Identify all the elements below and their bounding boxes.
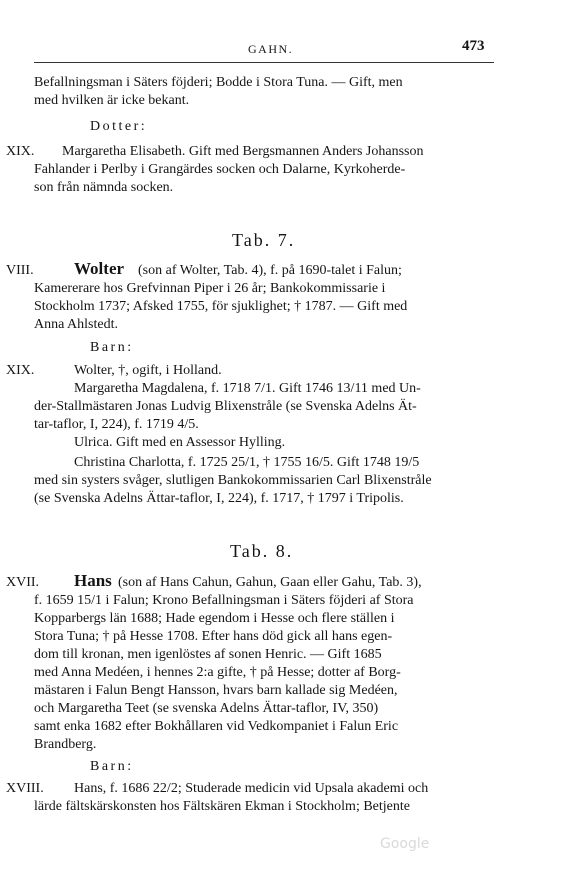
text-line: Margaretha Elisabeth. Gift med Bergsmannen Anders Johansson [62,144,424,159]
text-line: Wolter, †, ogift, i Holland. [74,363,222,378]
generation-number: VIII. [6,263,34,278]
google-watermark: Google [380,836,430,852]
text-line: tar-taflor, I, 224), f. 1719 4/5. [34,417,199,432]
text-line: Anna Ahlstedt. [34,317,118,332]
text-line: (se Svenska Adelns Ättar-taflor, I, 224), f. 1717, † 1797 i Tripolis. [34,491,404,506]
text-line: Ulrica. Gift med en Assessor Hylling. [74,435,286,450]
generation-number: XIX. [6,363,35,378]
text-line: samt enka 1682 efter Bokhållaren vid Vedkompaniet i Falun Eric [34,719,399,734]
text-line: Christina Charlotta, f. 1725 25/1, † 1755 16/5. Gift 1748 19/5 [74,455,420,470]
text-line: son från nämnda socken. [34,180,174,195]
text-line: med sin systers svåger, slutligen Bankokommissarien Carl Blixenstråle [34,473,432,488]
text-line: (son af Hans Cahun, Gahun, Gaan eller Gahu, Tab. 3), [118,575,422,590]
text-line: Stockholm 1737; Afsked 1755, för sjuklighet; † 1787. — Gift med [34,299,408,314]
text-line: och Margaretha Teet (se svenska Adelns Ättar-taflor, IV, 350) [34,701,379,716]
text-line: mästaren i Falun Bengt Hansson, hvars barn kallade sig Medéen, [34,683,398,698]
text-line: (son af Wolter, Tab. 4), f. på 1690-talet i Falun; [138,263,402,278]
text-line: Stora Tuna; † på Hesse 1708. Efter hans död gick all hans egen- [34,629,393,644]
header-rule [34,62,494,63]
text-line: Befallningsman i Säters föjderi; Bodde i Stora Tuna. — Gift, men [34,75,403,90]
text-line: Hans, f. 1686 22/2; Studerade medicin vid Upsala akademi och [74,781,429,796]
person-name: Wolter [74,259,125,278]
text-line: Kamererare hos Grefvinnan Piper i 26 år; Bankokommissarie i [34,281,386,296]
table-heading: Tab. 8. [230,541,294,561]
section-dotter: Dotter: [90,119,148,134]
page-number: 473 [462,38,485,54]
text-line: Brandberg. [34,737,97,752]
text-line: Margaretha Magdalena, f. 1718 7/1. Gift 1746 13/11 med Un- [74,381,421,396]
section-barn: Barn: [90,759,134,774]
generation-number: XVII. [6,575,40,590]
text-line: med hvilken är icke bekant. [34,93,190,108]
text-line: f. 1659 15/1 i Falun; Krono Befallningsman i Säters föjderi af Stora [34,593,414,608]
running-title: GAHN. [248,42,294,56]
table-heading: Tab. 7. [232,230,296,250]
generation-number: XIX. [6,144,35,159]
section-barn: Barn: [90,340,134,355]
text-line: med Anna Medéen, i hennes 2:a gifte, † på Hesse; dotter af Borg- [34,665,401,680]
text-line: der-Stallmästaren Jonas Ludvig Blixenstråle (se Svenska Adelns Ät- [34,399,417,414]
generation-number: XVIII. [6,781,44,796]
person-name: Hans [74,571,112,590]
text-line: lärde fältskärskonsten hos Fältskären Ekman i Stockholm; Betjente [34,799,410,814]
text-line: Fahlander i Perlby i Grangärdes socken och Dalarne, Kyrkoherde- [34,162,406,177]
text-line: dom till kronan, men igenlöstes af sonen Henric. — Gift 1685 [34,647,382,662]
text-line: Kopparbergs län 1688; Hade egendom i Hesse och flere ställen i [34,611,395,626]
